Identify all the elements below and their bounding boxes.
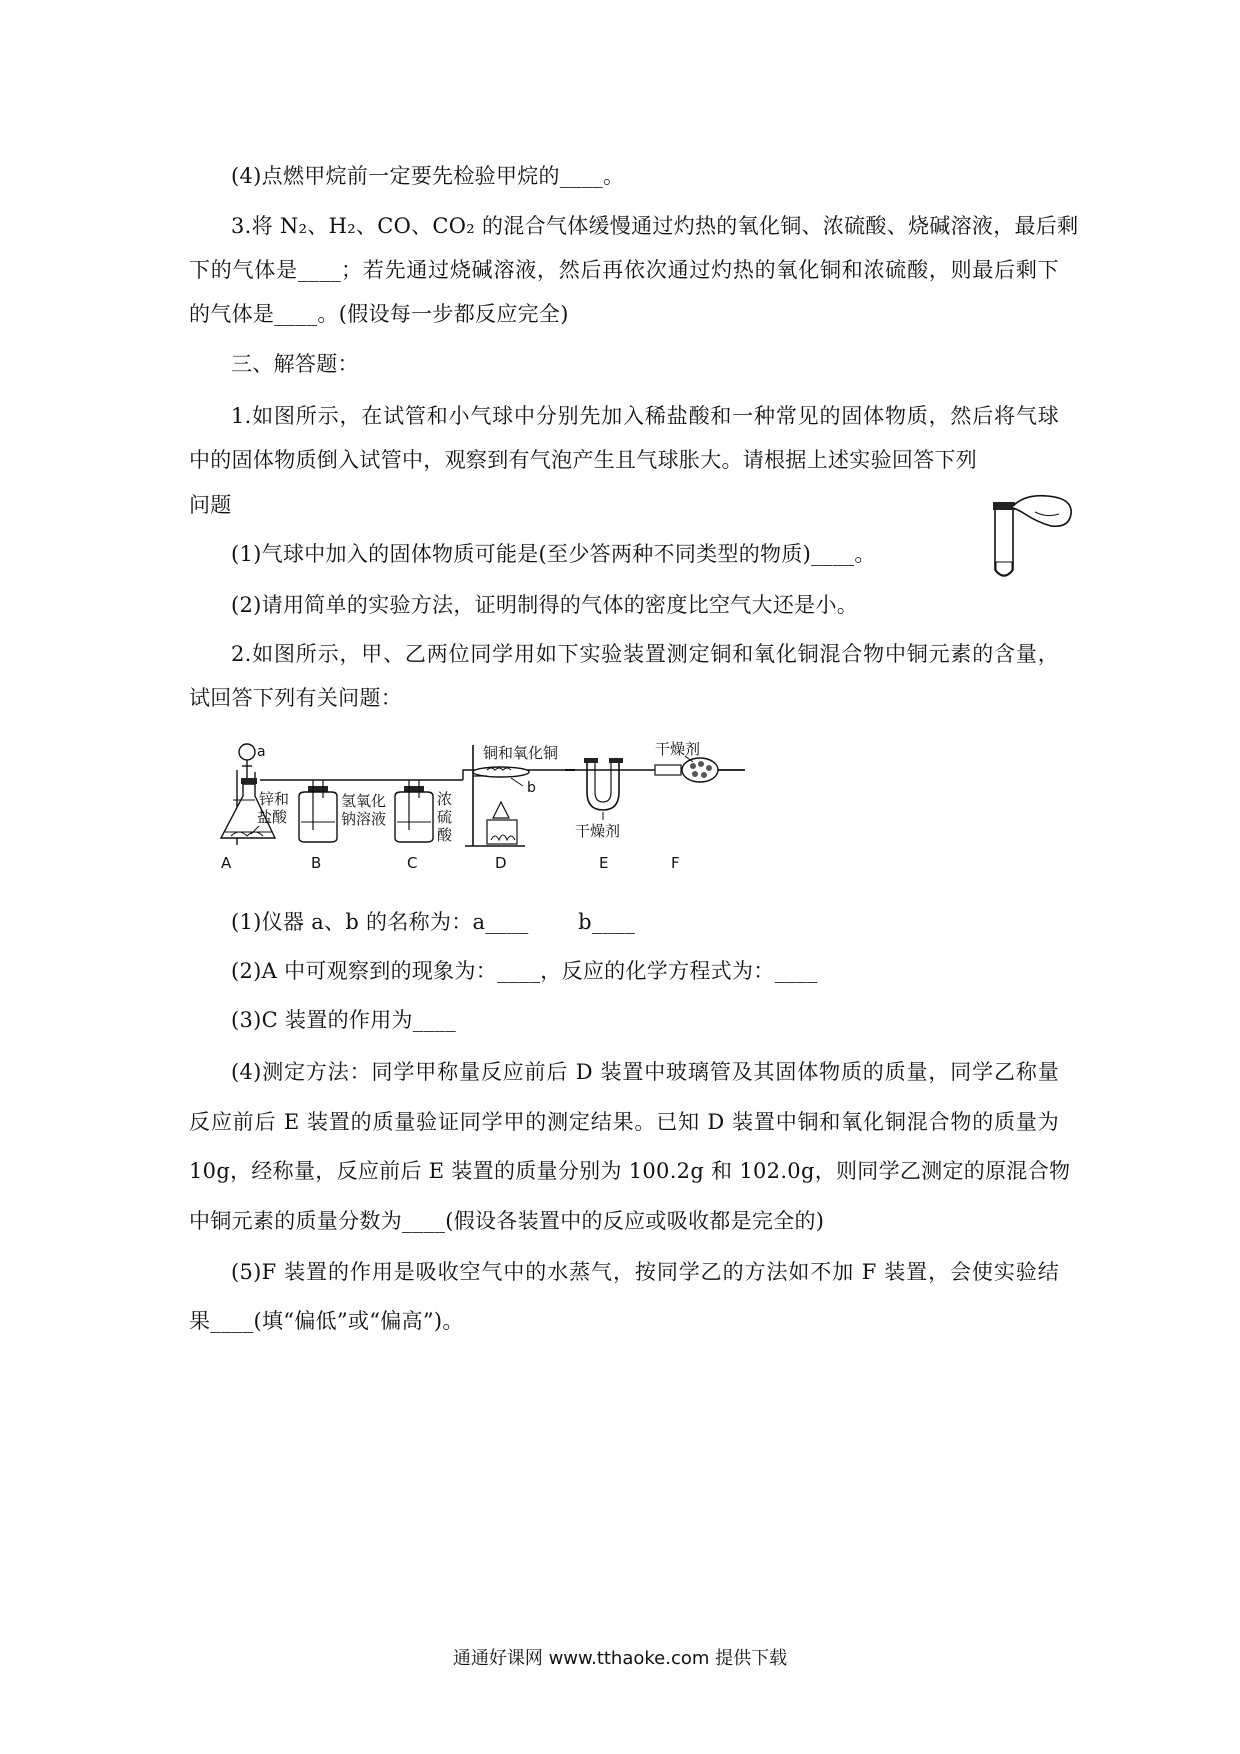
q3-gas-mixture-line3: 的气体是____。(假设每一步都反应完全) <box>189 302 569 326</box>
test-tube <box>995 510 1013 576</box>
p1-intro-line1: 1.如图所示，在试管和小气球中分别先加入稀盐酸和一种常见的固体物质，然后将气球 <box>231 404 1059 428</box>
label-h2so4-3: 酸 <box>437 826 453 844</box>
label-E: E <box>599 854 609 872</box>
label-zinc-acid-2: 盐酸 <box>257 808 288 826</box>
p2-question-1: (1)仪器 a、b 的名称为：a____ b____ <box>231 910 636 934</box>
label-B: B <box>311 854 322 872</box>
label-F: F <box>671 854 680 872</box>
label-desiccant-e: 干燥剂 <box>575 822 621 840</box>
tube-liquid <box>996 562 1012 575</box>
p2-question-4-line4: 中铜元素的质量分数为____(假设各装置中的反应或吸收都是完全的) <box>189 1209 825 1233</box>
label-D: D <box>495 854 507 872</box>
label-b: b <box>527 780 536 796</box>
label-cu-cuo: 铜和氧化铜 <box>483 744 559 762</box>
p2-question-4-line2: 反应前后 E 装置的质量验证同学甲的测定结果。已知 D 装置中铜和氧化铜混合物的质量为 <box>189 1110 1059 1134</box>
label-A: A <box>221 854 232 872</box>
label-h2so4-2: 硫 <box>437 808 453 826</box>
label-a: a <box>257 744 266 760</box>
washing-bottle-c <box>395 780 433 842</box>
p1-question-1: (1)气球中加入的固体物质可能是(至少答两种不同类型的物质)____。 <box>231 542 876 566</box>
q4-methane-check: (4)点燃甲烷前一定要先检验甲烷的____。 <box>231 164 625 188</box>
q3-gas-mixture-line2: 下的气体是____；若先通过烧碱溶液，然后再依次通过灼热的氧化铜和浓硫酸，则最后剩下 <box>189 258 1059 282</box>
page-footer: 通通好课网 www.tthaoke.com 提供下载 <box>452 1648 788 1669</box>
p2-question-4-line3: 10g，经称量，反应前后 E 装置的质量分别为 100.2g 和 102.0g，则同学乙测定的原混合物 <box>189 1159 1071 1183</box>
p1-intro-line2: 中的固体物质倒入试管中，观察到有气泡产生且气球胀大。请根据上述实验回答下列 <box>189 448 978 472</box>
label-h2so4-1: 浓 <box>437 790 453 808</box>
section-three-heading: 三、解答题： <box>231 352 359 376</box>
p2-question-5-line1: (5)F 装置的作用是吸收空气中的水蒸气，按同学乙的方法如不加 F 装置，会使实验结 <box>231 1260 1059 1284</box>
p2-question-3: (3)C 装置的作用为____ <box>231 1008 456 1032</box>
balloon <box>1013 496 1071 527</box>
u-tube-e <box>565 758 623 810</box>
label-C: C <box>407 854 418 872</box>
drying-tube-f <box>655 758 745 782</box>
p2-intro-line2: 试回答下列有关问题： <box>189 686 402 710</box>
label-desiccant-f: 干燥剂 <box>655 740 701 758</box>
p2-question-4-line1: (4)测定方法：同学甲称量反应前后 D 装置中玻璃管及其固体物质的质量，同学乙称量 <box>231 1060 1059 1084</box>
p2-intro-line1: 2.如图所示，甲、乙两位同学用如下实验装置测定铜和氧化铜混合物中铜元素的含量， <box>231 642 1059 666</box>
p1-question-2: (2)请用简单的实验方法，证明制得的气体的密度比空气大还是小。 <box>231 593 859 617</box>
p2-question-5-line2: 果____(填“偏低”或“偏高”)。 <box>189 1309 464 1333</box>
label-zinc-acid-1: 锌和 <box>259 790 290 808</box>
experiment-apparatus-figure <box>221 740 825 875</box>
test-tube-balloon-figure <box>985 492 1080 582</box>
p1-intro-line3: 问题 <box>189 493 232 517</box>
funnel-bulb <box>239 744 255 760</box>
q3-gas-mixture-line1: 3.将 N₂、H₂、CO、CO₂ 的混合气体缓慢通过灼热的氧化铜、浓硫酸、烧碱溶液，最后剩 <box>231 214 1079 238</box>
tube-stopper <box>993 502 1015 510</box>
p2-question-2: (2)A 中可观察到的现象为：____，反应的化学方程式为：____ <box>231 959 818 983</box>
label-naoh-1: 氢氧化 <box>341 792 387 810</box>
washing-bottle-b <box>299 780 337 842</box>
label-naoh-2: 钠溶液 <box>341 810 387 828</box>
